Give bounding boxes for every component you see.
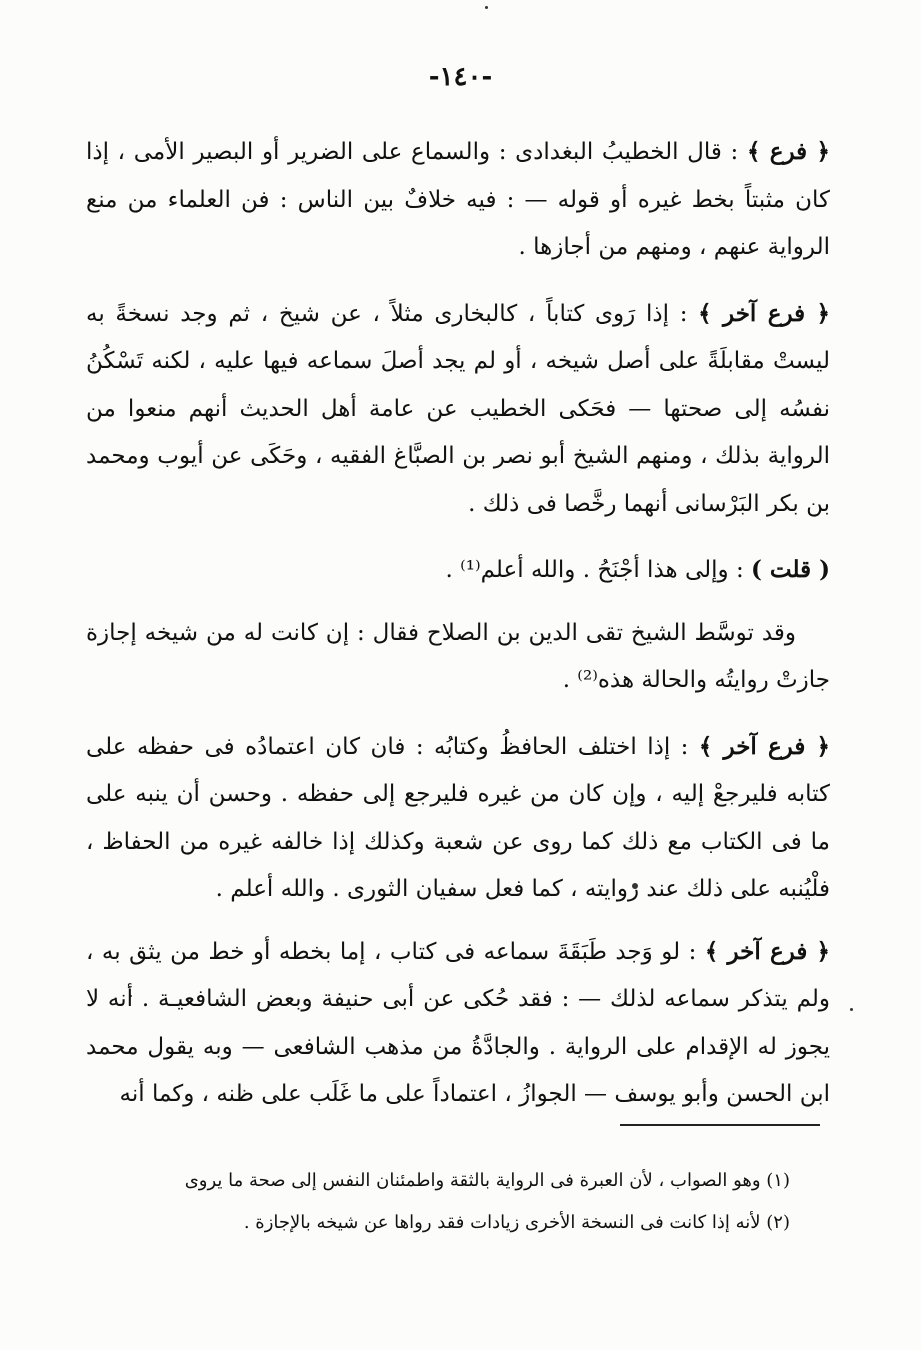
paragraph-text: : لو وَجد طَبَقَةَ سماعه فى كتاب ، إما بخطه أو خط من يثق به ، ولم يتذكر سماعه لذلك — : فقد حُكى عن أبى حنيفة وبعض الشافعيـة . أنه لا يجوز له الإقدام على الرواية . والجادَّةُ من مذهب الشافعى — وبه يقول محمد ابن الحسن وأبو يوسف — الجوازُ ، اعتماداً على ما غَلَب على ظنه ، وكما أنه (86, 938, 830, 1107)
paragraph-lead: ﴿ فرع آخر ﴾ (698, 299, 831, 327)
paragraph-text: وقد توسَّط الشيخ تقى الدين بن الصلاح فقال : إن كانت له من شيخه إجازة جازتْ روايتُه والحالة هذه⁽²⁾ . (86, 619, 830, 693)
main-text (86, 128, 830, 1133)
paragraph-lead: ﴿ فرع ﴾ (746, 138, 830, 165)
page-number: -١٤٠- (428, 62, 493, 92)
scan-speck (485, 6, 488, 9)
paragraph-far-1 (86, 128, 830, 272)
footnote-divider (620, 1124, 820, 1126)
paragraph-text: : إذا رَوى كتاباً ، كالبخارى مثلاً ، عن شيخ ، ثم وجد نسخةً به ليستْ مقابلَةً على أصل شيخه ، أو لم يجد أصلَ سماعه فيها عليه ، لكنه تَسْكُنُ نفسُه إلى صحتها — فحَكى الخطيب عن عامة أهل الحديث أنهم منعوا من الرواية بذلك ، ومنهم الشيخ أبو نصر بن الصبَّاغ الفقيه ، وحَكَى عن أيوب ومحمد بن بكر البَرْسانى أنهما رخَّصا فى ذلك . (86, 300, 830, 517)
paragraph-lead: ( قلت ) (751, 556, 830, 583)
footnote-1: (١) وهو الصواب ، لأن العبرة فى الرواية بالثقة واطمئنان النفس إلى صحة ما يروى (184, 1170, 790, 1191)
paragraph-far-4 (86, 928, 830, 1119)
paragraph-text: : وإلى هذا أجْنَحُ . والله أعلم⁽¹⁾ . (445, 557, 752, 583)
paragraph-lead: ﴿ فرع آخر ﴾ (704, 937, 830, 965)
paragraph-text: : قال الخطيبُ البغدادى : والسماع على الضرير أو البصير الأمى ، إذا كان مثبتاً بخط غيره أو قوله — : فيه خلافٌ بين الناس : فن العلماء من منع الرواية عنهم ، ومنهم من أجازها . (86, 139, 830, 260)
footnote-2: (٢) لأنه إذا كانت فى النسخة الأخرى زيادات فقد رواها عن شيخه بالإجازة . (243, 1212, 790, 1233)
scan-speck (850, 1008, 853, 1011)
paragraph-far-2 (86, 290, 830, 529)
paragraph-text: : إذا اختلف الحافظُ وكتابُه : فان كان اعتمادُه فى حفظه على كتابه فليرجعْ إليه ، وإن كان من غيره فليرجع إلى حفظه . وحسن أن ينبه على ما فى الكتاب مع ذلك كما روى عن شعبة وكذلك إذا خالفه غيره من الحفاظ ، فلْيُنبه على ذلك عند روايته ، كما فعل سفيان الثورى . والله أعلم . (86, 733, 830, 902)
paragraph-ibn-salah (86, 609, 830, 705)
paragraph-far-3 (86, 723, 830, 914)
paragraph-qultu (86, 546, 830, 595)
footnotes (120, 1160, 790, 1244)
paragraph-lead: ﴿ فرع آخر ﴾ (698, 732, 830, 760)
